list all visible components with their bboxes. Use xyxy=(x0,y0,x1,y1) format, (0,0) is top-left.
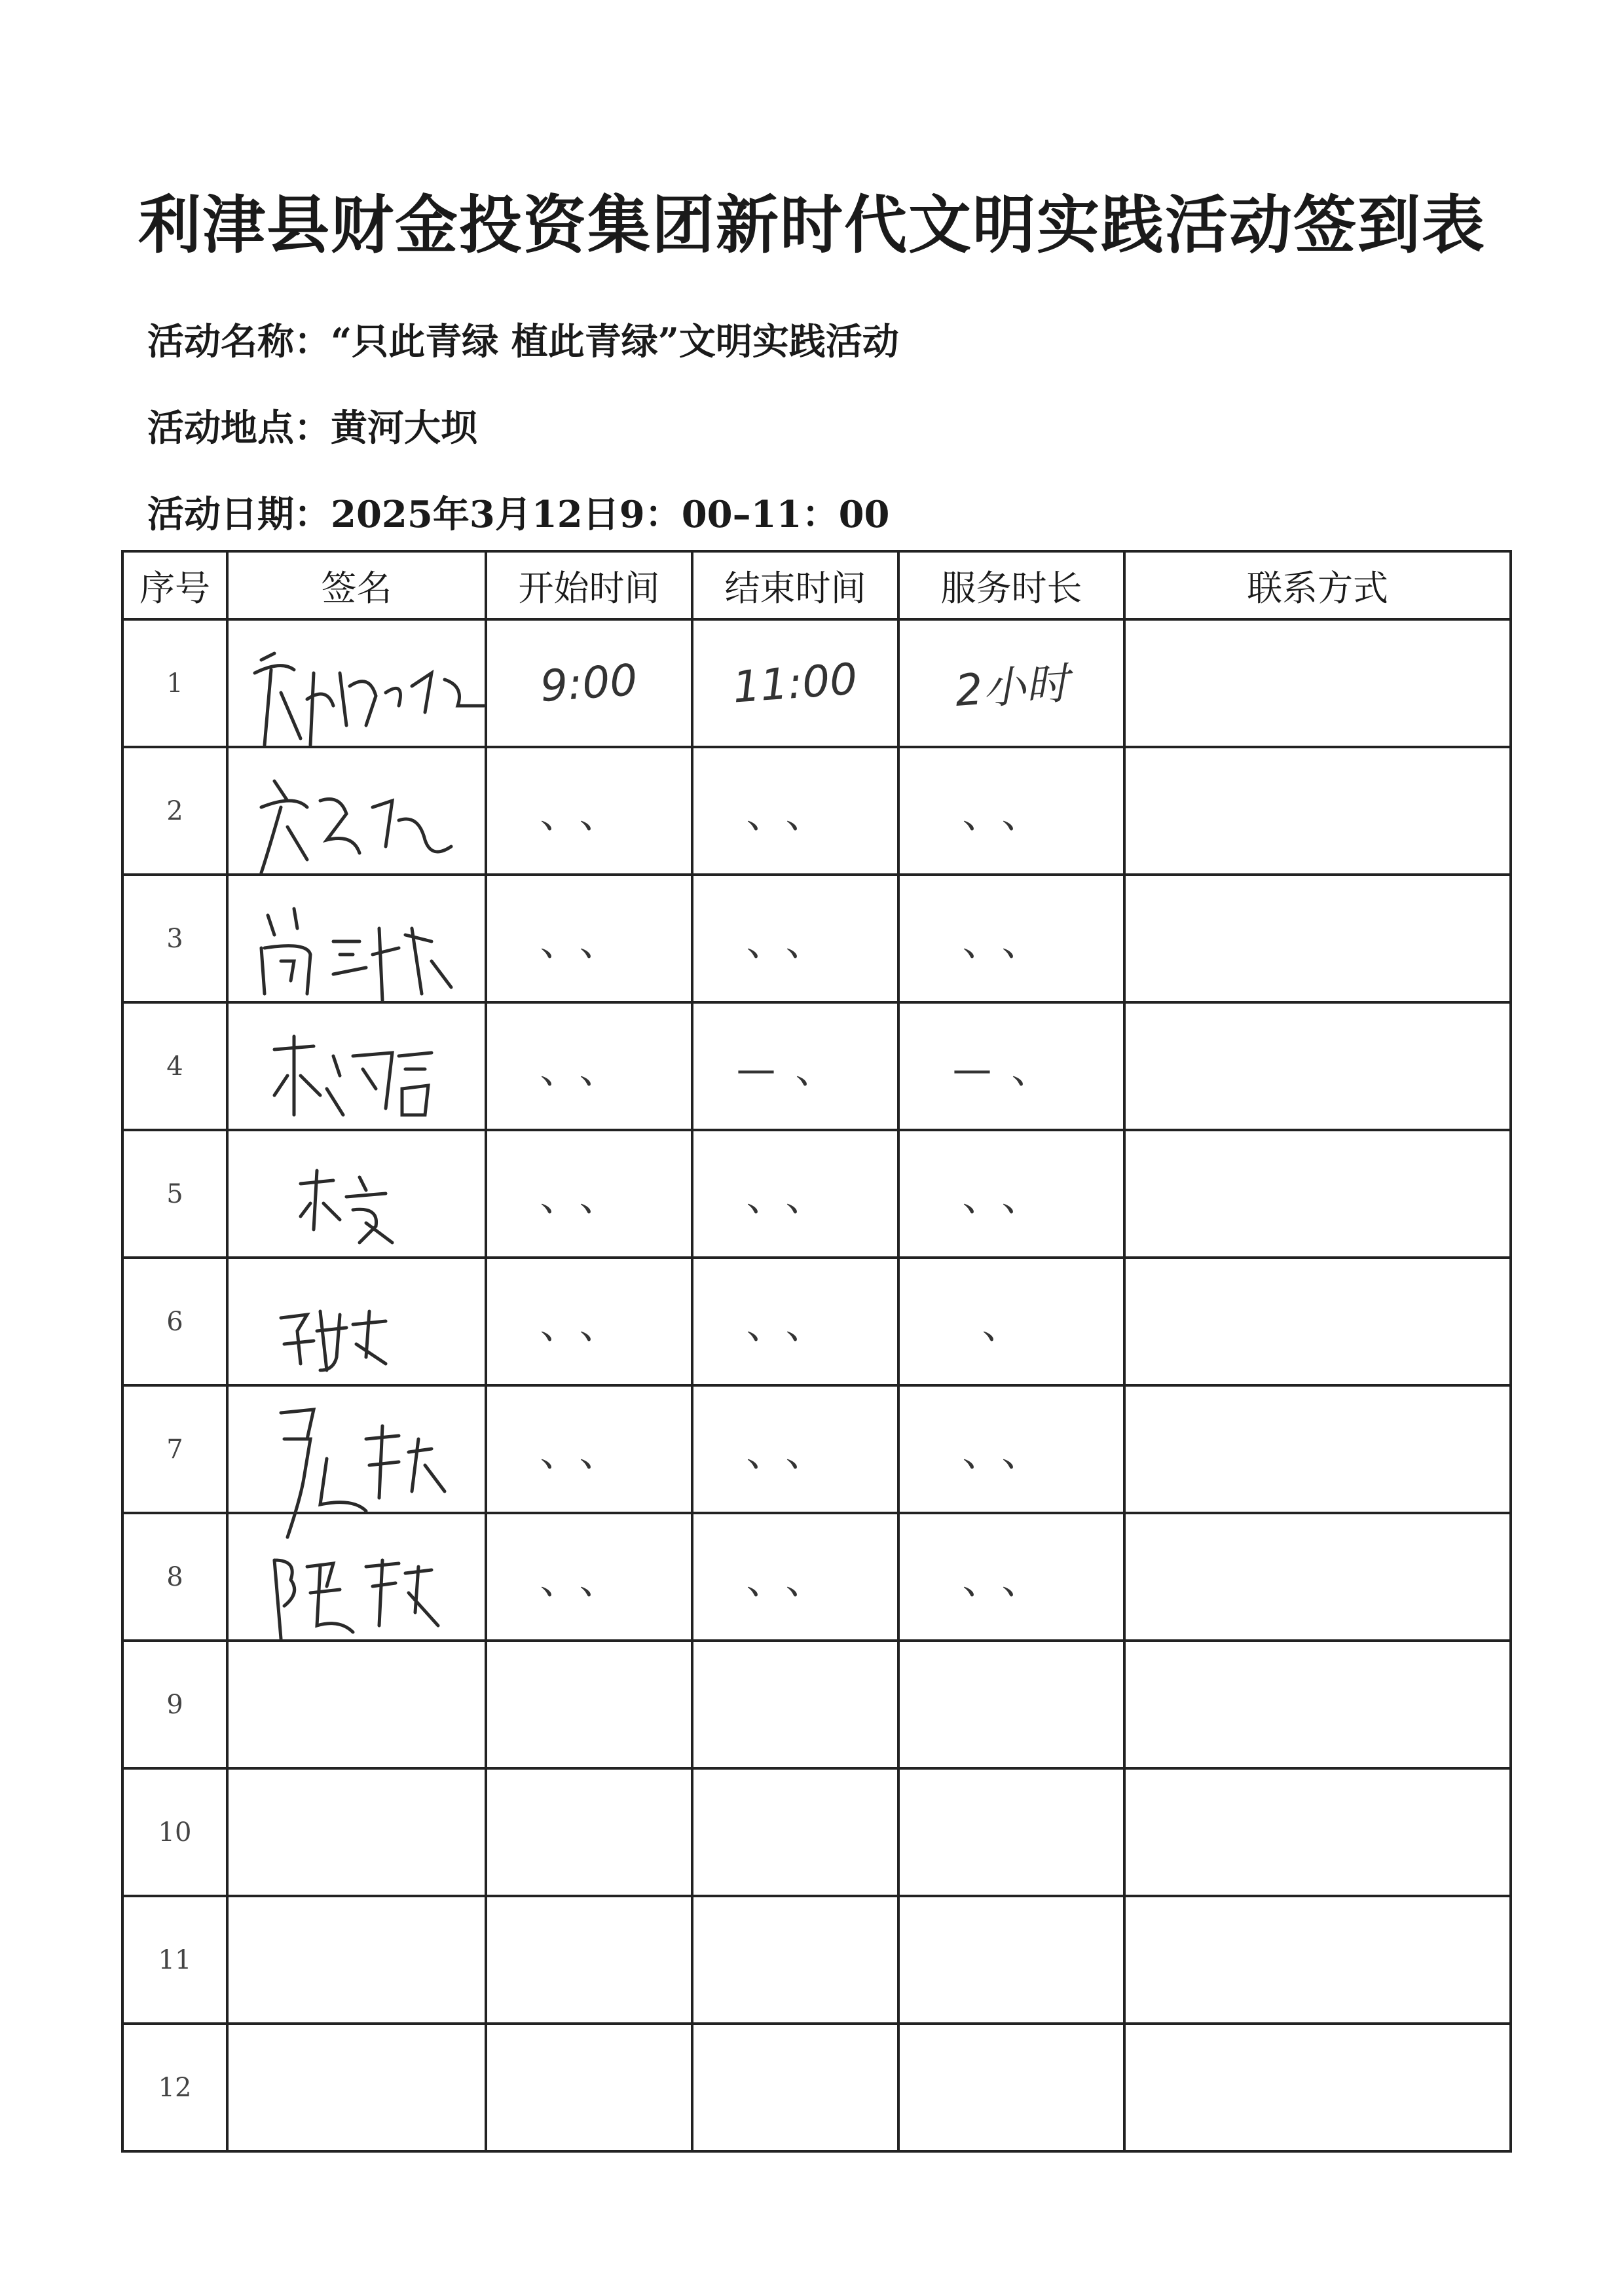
end-time-value: 、、 xyxy=(746,1557,845,1603)
table-row xyxy=(122,619,1511,747)
duration-cell xyxy=(898,2024,1124,2151)
table-row xyxy=(122,1513,1511,1641)
end-time-cell xyxy=(692,1896,898,2024)
start-time-cell xyxy=(486,1130,692,1258)
contact-cell xyxy=(1124,1513,1511,1641)
sign-in-table-wrapper xyxy=(121,550,1509,2129)
header-no: 序号 xyxy=(122,551,227,619)
end-time-value: 、、 xyxy=(746,1174,845,1220)
contact-cell xyxy=(1124,747,1511,875)
end-time-cell xyxy=(692,2024,898,2151)
end-time-value: 、、 xyxy=(746,1302,845,1348)
start-time-cell xyxy=(486,2024,692,2151)
contact-cell xyxy=(1124,2024,1511,2151)
end-time-value: 、、 xyxy=(746,1429,845,1476)
signature-cell xyxy=(227,619,486,747)
row-number: 7 xyxy=(122,1385,227,1513)
start-time-value: 、、 xyxy=(540,1046,638,1093)
page-title: 利津县财金投资集团新时代文明实践活动签到表 xyxy=(138,188,1486,262)
handwritten-signature xyxy=(235,1144,497,1269)
signature-cell xyxy=(227,1385,486,1513)
signature-cell xyxy=(227,2024,486,2151)
table-row xyxy=(122,1768,1511,1896)
activity-name: 活动名称：“只此青绿 植此青绿”文明实践活动 xyxy=(147,320,899,363)
table-row xyxy=(122,875,1511,1002)
row-number: 6 xyxy=(122,1258,227,1385)
table-row xyxy=(122,1130,1511,1258)
signature-cell xyxy=(227,1896,486,2024)
duration-value: 、、 xyxy=(962,1429,1061,1476)
row-number: 5 xyxy=(122,1130,227,1258)
row-number: 10 xyxy=(122,1768,227,1896)
end-time-cell xyxy=(692,1130,898,1258)
contact-cell xyxy=(1124,1768,1511,1896)
start-time-cell xyxy=(486,875,692,1002)
contact-cell xyxy=(1124,1896,1511,2024)
table-header-row xyxy=(122,551,1511,619)
row-number: 3 xyxy=(122,875,227,1002)
duration-cell xyxy=(898,875,1124,1002)
signature-cell xyxy=(227,747,486,875)
end-time-cell xyxy=(692,1002,898,1130)
table-row xyxy=(122,1002,1511,1130)
start-time-value: 、、 xyxy=(540,1174,638,1220)
contact-cell xyxy=(1124,1258,1511,1385)
row-number: 2 xyxy=(122,747,227,875)
end-time-cell xyxy=(692,875,898,1002)
start-time-value: 、、 xyxy=(540,919,638,965)
contact-cell xyxy=(1124,1002,1511,1130)
header-service-duration: 服务时长 xyxy=(898,551,1124,619)
duration-cell xyxy=(898,1768,1124,1896)
end-time-value: —、 xyxy=(736,1046,855,1093)
activity-date: 活动日期：2025年3月12日9：00–11：00 xyxy=(147,493,890,536)
signature-cell xyxy=(227,1258,486,1385)
signature-cell xyxy=(227,875,486,1002)
start-time-cell xyxy=(486,619,692,747)
duration-value: 2小时 xyxy=(953,658,1071,716)
table-row xyxy=(122,1385,1511,1513)
duration-cell xyxy=(898,1513,1124,1641)
start-time-cell xyxy=(486,1513,692,1641)
duration-cell xyxy=(898,747,1124,875)
table-row xyxy=(122,747,1511,875)
end-time-cell xyxy=(692,747,898,875)
start-time-cell xyxy=(486,1002,692,1130)
end-time-cell xyxy=(692,619,898,747)
contact-cell xyxy=(1124,1385,1511,1513)
row-number: 12 xyxy=(122,2024,227,2151)
start-time-value: 、、 xyxy=(540,1302,638,1348)
start-time-value: 、、 xyxy=(540,1429,638,1476)
duration-cell xyxy=(898,1002,1124,1130)
start-time-value: 9:00 xyxy=(538,654,640,712)
duration-value: 、、 xyxy=(962,1557,1061,1603)
row-number: 4 xyxy=(122,1002,227,1130)
header-contact: 联系方式 xyxy=(1124,551,1511,619)
duration-cell xyxy=(898,1130,1124,1258)
start-time-cell xyxy=(486,1258,692,1385)
duration-cell xyxy=(898,1385,1124,1513)
duration-value: 、、 xyxy=(962,791,1061,837)
header-signature: 签名 xyxy=(227,551,486,619)
end-time-cell xyxy=(692,1513,898,1641)
start-time-value: 、、 xyxy=(540,791,638,837)
contact-cell xyxy=(1124,1641,1511,1768)
table-row xyxy=(122,2024,1511,2151)
contact-cell xyxy=(1124,875,1511,1002)
duration-cell xyxy=(898,619,1124,747)
end-time-value: 11:00 xyxy=(731,653,860,713)
duration-value: 、 xyxy=(982,1302,1041,1348)
handwritten-signature xyxy=(235,889,497,1013)
sign-in-table xyxy=(121,550,1512,2153)
duration-cell xyxy=(898,1258,1124,1385)
start-time-cell xyxy=(486,1896,692,2024)
signature-cell xyxy=(227,1641,486,1768)
end-time-cell xyxy=(692,1641,898,1768)
handwritten-signature xyxy=(235,1017,497,1141)
end-time-cell xyxy=(692,1258,898,1385)
handwritten-signature xyxy=(235,1527,497,1652)
signature-cell xyxy=(227,1513,486,1641)
duration-value: —、 xyxy=(952,1046,1071,1093)
start-time-cell xyxy=(486,1768,692,1896)
signature-cell xyxy=(227,1002,486,1130)
start-time-cell xyxy=(486,1641,692,1768)
signature-cell xyxy=(227,1130,486,1258)
duration-value: 、、 xyxy=(962,919,1061,965)
duration-cell xyxy=(898,1641,1124,1768)
duration-cell xyxy=(898,1896,1124,2024)
handwritten-signature xyxy=(235,761,497,886)
header-end-time: 结束时间 xyxy=(692,551,898,619)
end-time-cell xyxy=(692,1385,898,1513)
duration-value: 、、 xyxy=(962,1174,1061,1220)
signature-cell xyxy=(227,1768,486,1896)
contact-cell xyxy=(1124,619,1511,747)
row-number: 1 xyxy=(122,619,227,747)
start-time-cell xyxy=(486,1385,692,1513)
header-start-time: 开始时间 xyxy=(486,551,692,619)
handwritten-signature xyxy=(235,1272,497,1396)
handwritten-signature xyxy=(235,1400,497,1524)
handwritten-signature xyxy=(235,634,497,758)
contact-cell xyxy=(1124,1130,1511,1258)
table-row xyxy=(122,1641,1511,1768)
end-time-value: 、、 xyxy=(746,919,845,965)
row-number: 11 xyxy=(122,1896,227,2024)
table-row xyxy=(122,1896,1511,2024)
row-number: 8 xyxy=(122,1513,227,1641)
table-row xyxy=(122,1258,1511,1385)
end-time-cell xyxy=(692,1768,898,1896)
start-time-cell xyxy=(486,747,692,875)
start-time-value: 、、 xyxy=(540,1557,638,1603)
row-number: 9 xyxy=(122,1641,227,1768)
activity-place: 活动地点：黄河大坝 xyxy=(147,407,477,450)
end-time-value: 、、 xyxy=(746,791,845,837)
